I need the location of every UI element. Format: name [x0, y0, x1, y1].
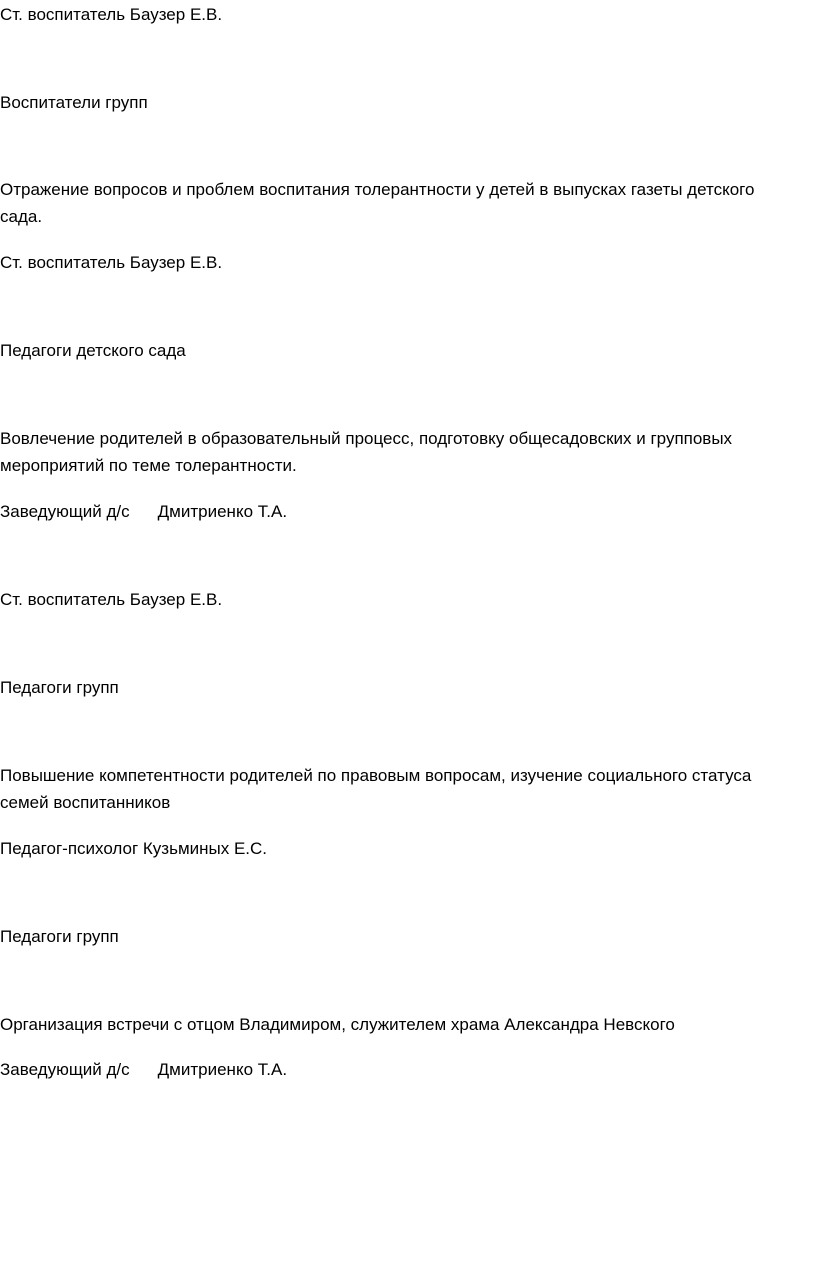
responsible-person: Педагог-психолог Кузьминых Е.С. — [0, 839, 268, 858]
responsible-person: Ст. воспитатель Баузер Е.В. — [0, 253, 223, 272]
participants: Воспитатели групп — [0, 93, 148, 112]
responsible-person: Ст. воспитатель Баузер Е.В. — [0, 590, 223, 609]
activity-description: Организация встречи с отцом Владимиром, служителем храма Александра Невского — [0, 1015, 675, 1034]
activity-description: Вовлечение родителей в образовательный процесс, подготовку общесадовских и групповых мероприятий по теме толерантности. — [0, 429, 733, 475]
role-label: Заведующий д/с — [0, 1060, 130, 1079]
role-label: Заведующий д/с — [0, 502, 130, 521]
responsible-person: Ст. воспитатель Баузер Е.В. — [0, 5, 223, 24]
activity-description: Повышение компетентности родителей по правовым вопросам, изучение социального статуса семей воспитанников — [0, 766, 752, 812]
activity-description: Отражение вопросов и проблем воспитания толерантности у детей в выпусках газеты детского сада. — [0, 180, 755, 226]
participants: Педагоги детского сада — [0, 341, 186, 360]
participants: Педагоги групп — [0, 678, 119, 697]
person-name: Дмитриенко Т.А. — [157, 1060, 288, 1079]
responsible-person — [0, 498, 800, 525]
person-name: Дмитриенко Т.А. — [157, 502, 288, 521]
participants: Педагоги групп — [0, 927, 119, 946]
responsible-person — [0, 1056, 800, 1083]
